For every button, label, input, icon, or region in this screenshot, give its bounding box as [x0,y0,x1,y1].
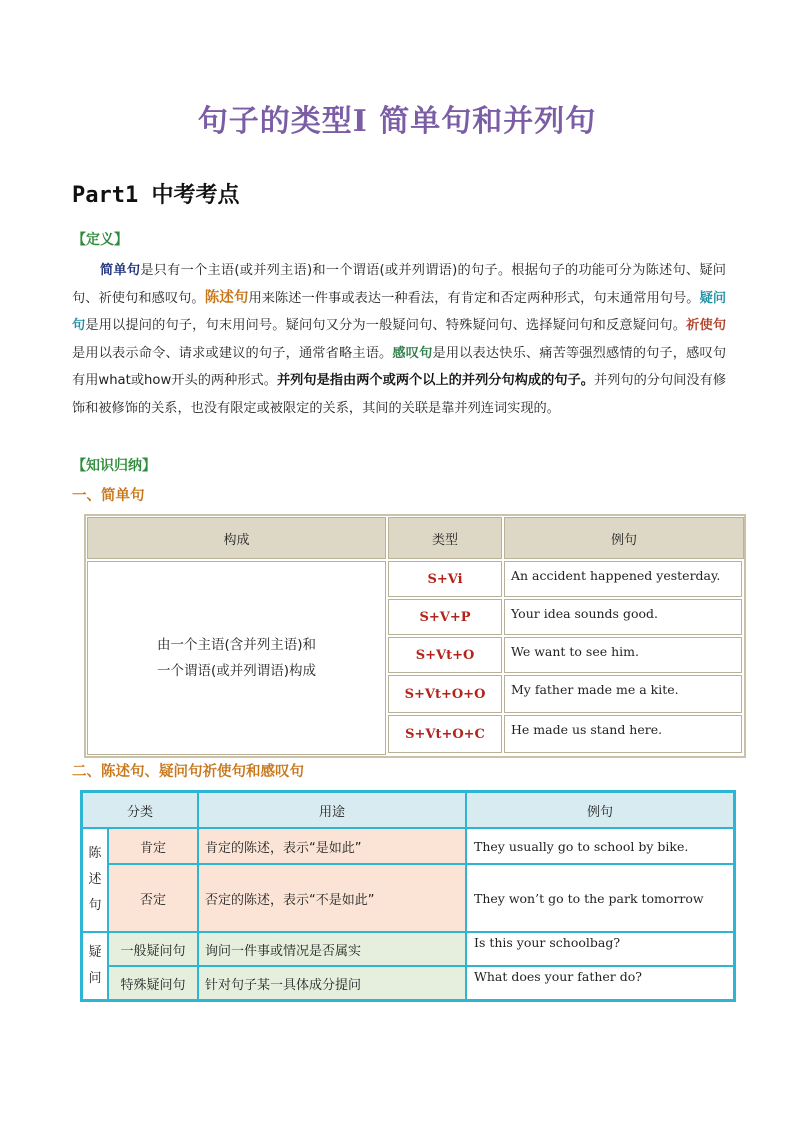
kw-declarative: 陈述句 [204,289,249,306]
header-example: 例句 [504,517,744,559]
def-text-6: 并列句的分句间没有修饰和被修饰的关系，也没有限定或被限定的关系，其间的关联是靠并列连词实现的。 [72,373,727,416]
subtype-cell: 肯定 [108,828,198,864]
def-text-4: 是用以表示命令、请求或建议的句子，通常省略主语。 [72,345,393,361]
def-text-2: 用来陈述一件事或表达一种看法，有肯定和否定两种形式，句末通常用句号。 [248,290,700,306]
header-type: 类型 [388,517,502,559]
compound-definition: 并列句是指由两个或两个以上的并列分句构成的句子。 [276,373,594,389]
def-text-1: 是只有一个主语(或并列主语)和一个谓语(或并列谓语)的句子。根据句子的功能可分为陈述句、疑问句、祈使句和感叹句。 [72,263,726,306]
kw-exclamatory: 感叹句 [392,345,433,361]
header-example: 例句 [466,792,734,828]
group-char: 述 [88,872,102,887]
sentence-function-table [80,790,736,1002]
section-simple-sentence: 一、简单句 [72,488,145,504]
part-heading: Part1 中考考点 [72,183,240,208]
simple-sentence-table [84,514,746,758]
header-category: 分类 [82,792,198,828]
subtype-cell: 特殊疑问句 [108,966,198,1000]
example-cell: What does your father do? [466,966,734,1000]
example-cell: He made us stand here. [504,715,742,753]
example-cell: Your idea sounds good. [504,599,742,635]
type-cell: S+Vt+O+C [388,715,502,753]
group-declarative [82,828,108,932]
subtype-cell: 一般疑问句 [108,932,198,966]
example-cell: An accident happened yesterday. [504,561,742,597]
group-char: 问 [88,971,102,986]
definition-tag: 【定义】 [72,232,128,248]
type-cell: S+Vt+O [388,637,502,673]
def-text-5: 是用以表达快乐、痛苦等强烈感情的句子，感叹句有用what或how开头的两种形式。 [72,345,727,389]
example-cell: They usually go to school by bike. [466,828,734,864]
type-cell: S+Vt+O+O [388,675,502,713]
use-cell: 询问一件事或情况是否属实 [198,932,466,966]
use-cell: 否定的陈述，表示“不是如此” [198,864,466,932]
type-cell: S+V+P [388,599,502,635]
page-title: 句子的类型Ⅰ 简单句和并列句 [197,104,597,139]
example-cell: We want to see him. [504,637,742,673]
kw-imperative: 祈使句 [686,318,727,334]
section-sentence-types: 二、陈述句、疑问句祈使句和感叹句 [72,764,304,780]
example-cell: My father made me a kite. [504,675,742,713]
group-char: 句 [88,898,102,913]
header-composition: 构成 [87,517,386,559]
example-cell: They won’t go to the park tomorrow [466,864,734,932]
composition-line-1: 由一个主语(含并列主语)和 [156,637,317,653]
header-use: 用途 [198,792,466,828]
group-interrogative [82,932,108,1000]
kw-simple: 简单句 [100,263,141,278]
definition-paragraph [72,257,726,423]
type-cell: S+Vi [388,561,502,597]
def-text-3: 是用以提问的句子，句末用问号。疑问句又分为一般疑问句、特殊疑问句、选择疑问句和反意疑问句。 [85,318,687,334]
example-cell: Is this your schoolbag? [466,932,734,966]
composition-line-2: 一个谓语(或并列谓语)构成 [156,663,317,679]
use-cell: 肯定的陈述，表示“是如此” [198,828,466,864]
use-cell: 针对句子某一具体成分提问 [198,966,466,1000]
group-char: 疑 [88,945,102,960]
kw-interrogative: 疑问句 [72,290,727,334]
subtype-cell: 否定 [108,864,198,932]
group-char: 陈 [88,846,102,861]
composition-cell [87,561,386,755]
knowledge-tag: 【知识归纳】 [72,458,156,474]
